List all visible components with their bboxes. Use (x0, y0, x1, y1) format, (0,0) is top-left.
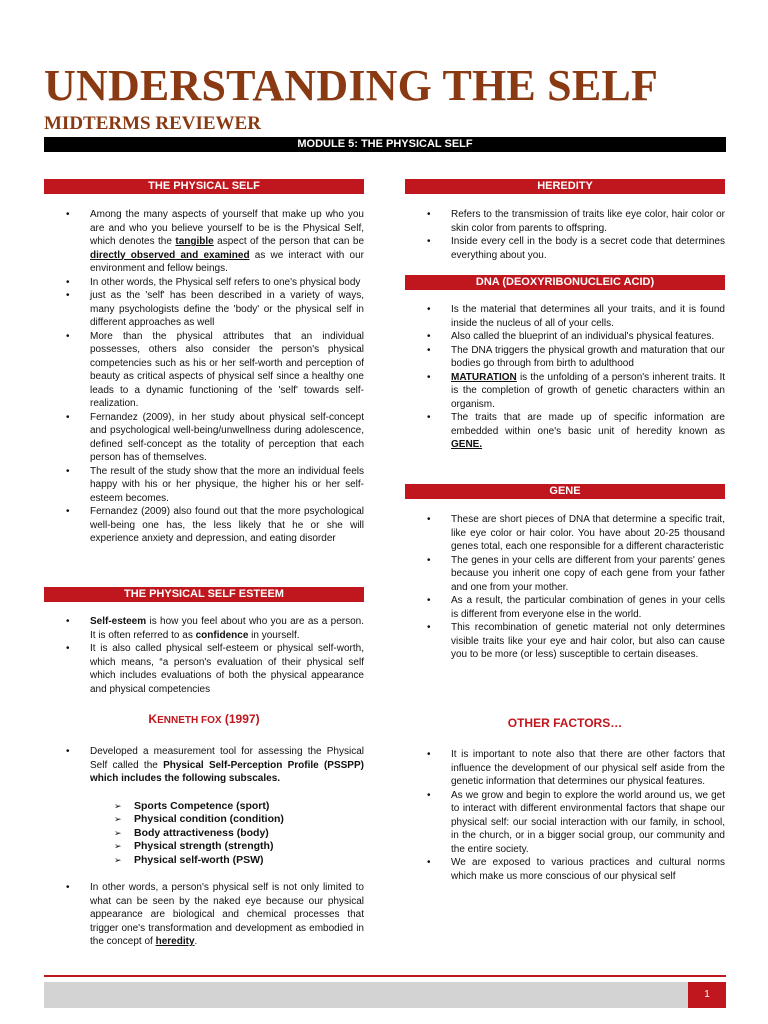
list-item: • The genes in your cells are different from your parents' genes because you inherit one copy of each gene from your father and one from your mother. (405, 554, 725, 595)
page-number: 1 (688, 982, 726, 1008)
left-column-esteem (44, 587, 364, 696)
section-heading-gene: GENE (405, 484, 725, 499)
list-item: • In other words, the Physical self refers to one's physical body (44, 276, 364, 290)
list-item: • We are exposed to various practices and cultural norms which make us more conscious of our physical self (405, 856, 725, 883)
list-item: • This recombination of genetic material not only determines visible traits like your eye and hair color, but also can cause you to be more (or less) susceptible to certain diseases. (405, 621, 725, 662)
section-heading-physical-self-esteem: THE PHYSICAL SELF ESTEEM (44, 587, 364, 602)
document-subtitle: MIDTERMS REVIEWER (44, 113, 261, 134)
list-item: • It is also called physical self-esteem or physical self-worth, which means, “a person's evaluation of their physical self which includes evaluations of both the physical appearance and physical competencies (44, 642, 364, 696)
right-column-other (405, 716, 725, 883)
list-item: • The traits that are made up of specific information are embedded within one's basic unit of heredity known as GENE. (405, 411, 725, 452)
list-item: • Also called the blueprint of an individual's physical features. (405, 330, 725, 344)
left-column (44, 179, 364, 546)
list-item: • In other words, a person's physical self is not only limited to what can be seen by the naked eye because our physical appearance are biological and chemical processes that trigger one's transformation and development as embodied in the concept of heredity. (44, 881, 364, 949)
list-item: • More than the physical attributes that an individual possesses, others also consider the person's physical competencies such as his or her self-worth and perception of beauty as critical aspects of physical self since a healthy one leads to a dynamic functioning of the 'self' towards self-realization. (44, 330, 364, 411)
gene-list (405, 513, 725, 662)
list-item: • The result of the study show that the more an individual feels happy with his or her physique, the higher his or her self-esteem becomes. (44, 465, 364, 506)
list-item: • Is the material that determines all your traits, and it is found inside the nucleus of all of your cells. (405, 303, 725, 330)
list-item: • As we grow and begin to explore the world around us, we get to interact with different environmental factors that shape our physical self: our social interaction with our family, in school, in the church, or in a bigger social group, our community and the entire society. (405, 789, 725, 857)
section-heading-heredity: HEREDITY (405, 179, 725, 194)
dna-list (405, 303, 725, 452)
subscale-item: ➢ Physical condition (condition) (44, 813, 364, 827)
section-heading-dna: DNA (DEOXYRIBONUCLEIC ACID) (405, 275, 725, 290)
list-item: • The DNA triggers the physical growth and maturation that our bodies go through from birth to adulthood (405, 344, 725, 371)
right-column-heredity (405, 179, 725, 262)
right-column-dna (405, 275, 725, 452)
footer-rule (44, 975, 726, 977)
list-item: • It is important to note also that there are other factors that influence the development of our physical self aside from the genetic information that determines our physical features. (405, 748, 725, 789)
list-item: • Self-esteem is how you feel about who you are as a person. It is often referred to as confidence in yourself. (44, 615, 364, 642)
subscale-item: ➢ Physical self-worth (PSW) (44, 854, 364, 868)
list-item: • MATURATION is the unfolding of a person's inherent traits. It is the completion of growth of genetic characters within an organism. (405, 371, 725, 412)
document-title: UNDERSTANDING THE SELF (44, 61, 659, 110)
subscale-item: ➢ Physical strength (strength) (44, 840, 364, 854)
fox-list (44, 745, 364, 786)
list-item: • Fernandez (2009) also found out that the more psychological well-being one has, the less likely that he or she will experience anxiety and depression, and eating disorder (44, 505, 364, 546)
section-heading-kenneth-fox: KENNETH FOX (1997) (148, 712, 260, 726)
heredity-list (405, 208, 725, 262)
footer-bar (44, 982, 688, 1008)
list-item: • Refers to the transmission of traits like eye color, hair color or skin color from parents to offspring. (405, 208, 725, 235)
right-column-gene (405, 484, 725, 662)
physical-self-list (44, 208, 364, 546)
section-heading-physical-self: THE PHYSICAL SELF (44, 179, 364, 194)
other-factors-list (405, 748, 725, 883)
list-item: • Fernandez (2009), in her study about physical self-concept and psychological well-being/unwellness during adolescence, defined self-concept as the totality of perception that each person has of themselves. (44, 411, 364, 465)
list-item: • just as the 'self' has been described in a variety of ways, many psychologists define the 'body' or the physical self in different approaches as well (44, 289, 364, 330)
esteem-list (44, 615, 364, 696)
subscale-list (44, 800, 364, 868)
list-item: • These are short pieces of DNA that determine a specific trait, like eye color or hair color. You have about 20-25 thousand genes total, each one responsible for a different characteristic (405, 513, 725, 554)
left-column-fox (44, 712, 364, 949)
module-banner: MODULE 5: THE PHYSICAL SELF (44, 137, 726, 152)
list-item: • Developed a measurement tool for assessing the Physical Self called the Physical Self-Perception Profile (PSSPP) which includes the following subscales. (44, 745, 364, 786)
list-item: • Inside every cell in the body is a secret code that determines everything about you. (405, 235, 725, 262)
subscale-item: ➢ Body attractiveness (body) (44, 827, 364, 841)
subscale-item: ➢ Sports Competence (sport) (44, 800, 364, 814)
section-heading-other-factors: OTHER FACTORS… (507, 716, 623, 730)
list-item: • Among the many aspects of yourself that make up who you are and who you believe yourself to be is the Physical Self, which denotes the tangible aspect of the person that can be directly observed and examined as we interact with our environment and fellow beings. (44, 208, 364, 276)
fox-list-2 (44, 881, 364, 949)
list-item: • As a result, the particular combination of genes in your cells is different from everyone else in the world. (405, 594, 725, 621)
